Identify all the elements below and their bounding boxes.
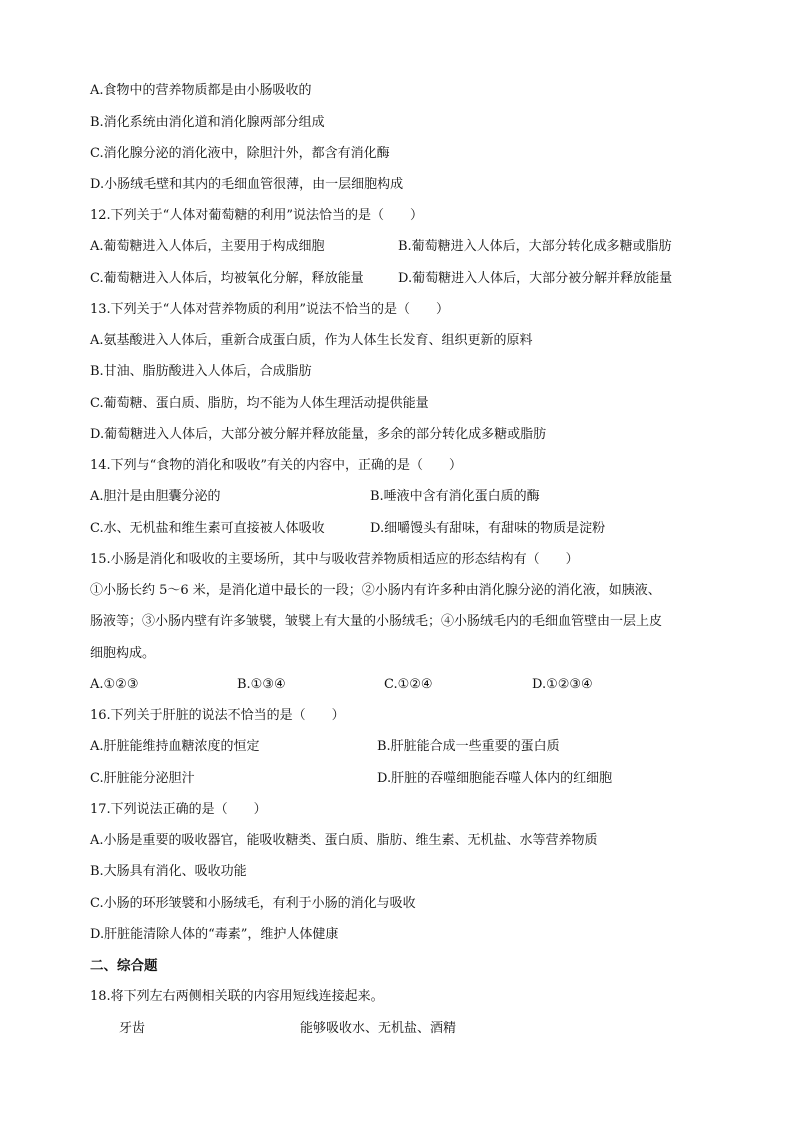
q15-option-b: B.①③④	[237, 677, 286, 692]
q14-option-c: C.水、无机盐和维生素可直接被人体吸收	[90, 521, 325, 536]
q15-body-line-1: ①小肠长约 5～6 米，是消化道中最长的一段；②小肠内有许多种由消化腺分泌的消化液，如胰液、	[90, 583, 661, 598]
q15-option-a: A.①②③	[90, 677, 139, 692]
q13-option-d: D.葡萄糖进入人体后，大部分被分解并释放能量，多余的部分转化成多糖或脂肪	[90, 427, 547, 442]
q11-option-b: B.消化系统由消化道和消化腺两部分组成	[90, 115, 325, 130]
q13-option-b: B.甘油、脂肪酸进入人体后，合成脂肪	[90, 364, 312, 379]
q16-option-c: C.肝脏能分泌胆汁	[90, 771, 195, 786]
q14-option-d: D.细嚼馒头有甜味，有甜味的物质是淀粉	[370, 521, 606, 536]
q12-option-d: D.葡萄糖进入人体后，大部分被分解并释放能量	[398, 271, 673, 286]
q15-stem: 15.小肠是消化和吸收的主要场所，其中与吸收营养物质相适应的形态结构有（ ）	[90, 552, 579, 567]
q17-option-b: B.大肠具有消化、吸收功能	[90, 864, 247, 879]
q12-option-a: A.葡萄糖进入人体后，主要用于构成细胞	[90, 239, 325, 254]
q15-option-d: D.①②③④	[532, 677, 593, 692]
q18-left-item: 牙齿	[119, 1021, 146, 1036]
q17-option-c: C.小肠的环形皱襞和小肠绒毛，有利于小肠的消化与吸收	[90, 896, 416, 911]
q15-body-line-3: 细胞构成。	[90, 646, 156, 661]
q15-body-line-2: 肠液等；③小肠内壁有许多皱襞，皱襞上有大量的小肠绒毛；④小肠绒毛内的毛细血管壁由一层上皮	[90, 614, 663, 629]
q17-option-a: A.小肠是重要的吸收器官，能吸收糖类、蛋白质、脂肪、维生素、无机盐、水等营养物质	[90, 833, 598, 848]
q14-option-b: B.唾液中含有消化蛋白质的酶	[370, 489, 540, 504]
q17-stem: 17.下列说法正确的是（ ）	[90, 802, 267, 817]
q16-option-a: A.肝脏能维持血糖浓度的恒定	[90, 739, 260, 754]
q13-stem: 13.下列关于“人体对营养物质的利用”说法不恰当的是（ ）	[90, 302, 449, 317]
q15-option-c: C.①②④	[384, 677, 433, 692]
q16-option-d: D.肝脏的吞噬细胞能吞噬人体内的红细胞	[377, 771, 613, 786]
q13-option-a: A.氨基酸进入人体后，重新合成蛋白质，作为人体生长发育、组织更新的原料	[90, 333, 533, 348]
q17-option-d: D.肝脏能清除人体的“毒素”，维护人体健康	[90, 927, 339, 942]
q14-option-a: A.胆汁是由胆囊分泌的	[90, 489, 221, 504]
q12-option-b: B.葡萄糖进入人体后，大部分转化成多糖或脂肪	[398, 239, 672, 254]
q16-stem: 16.下列关于肝脏的说法不恰当的是（ ）	[90, 708, 345, 723]
q12-option-c: C.葡萄糖进入人体后，均被氧化分解，释放能量	[90, 271, 364, 286]
q11-option-d: D.小肠绒毛壁和其内的毛细血管很薄，由一层细胞构成	[90, 177, 404, 192]
q18-right-item: 能够吸收水、无机盐、酒精	[300, 1021, 457, 1036]
q12-stem: 12.下列关于“人体对葡萄糖的利用”说法恰当的是（ ）	[90, 208, 423, 223]
q18-stem: 18.将下列左右两侧相关联的内容用短线连接起来。	[90, 989, 384, 1004]
section-title-comprehensive: 二、综合题	[90, 958, 158, 974]
q16-option-b: B.肝脏能合成一些重要的蛋白质	[377, 739, 560, 754]
q11-option-c: C.消化腺分泌的消化液中，除胆汁外，都含有消化酶	[90, 146, 390, 161]
q14-stem: 14.下列与“食物的消化和吸收”有关的内容中，正确的是（ ）	[90, 458, 462, 473]
q11-option-a: A.食物中的营养物质都是由小肠吸收的	[90, 83, 312, 98]
q13-option-c: C.葡萄糖、蛋白质、脂肪，均不能为人体生理活动提供能量	[90, 396, 429, 411]
